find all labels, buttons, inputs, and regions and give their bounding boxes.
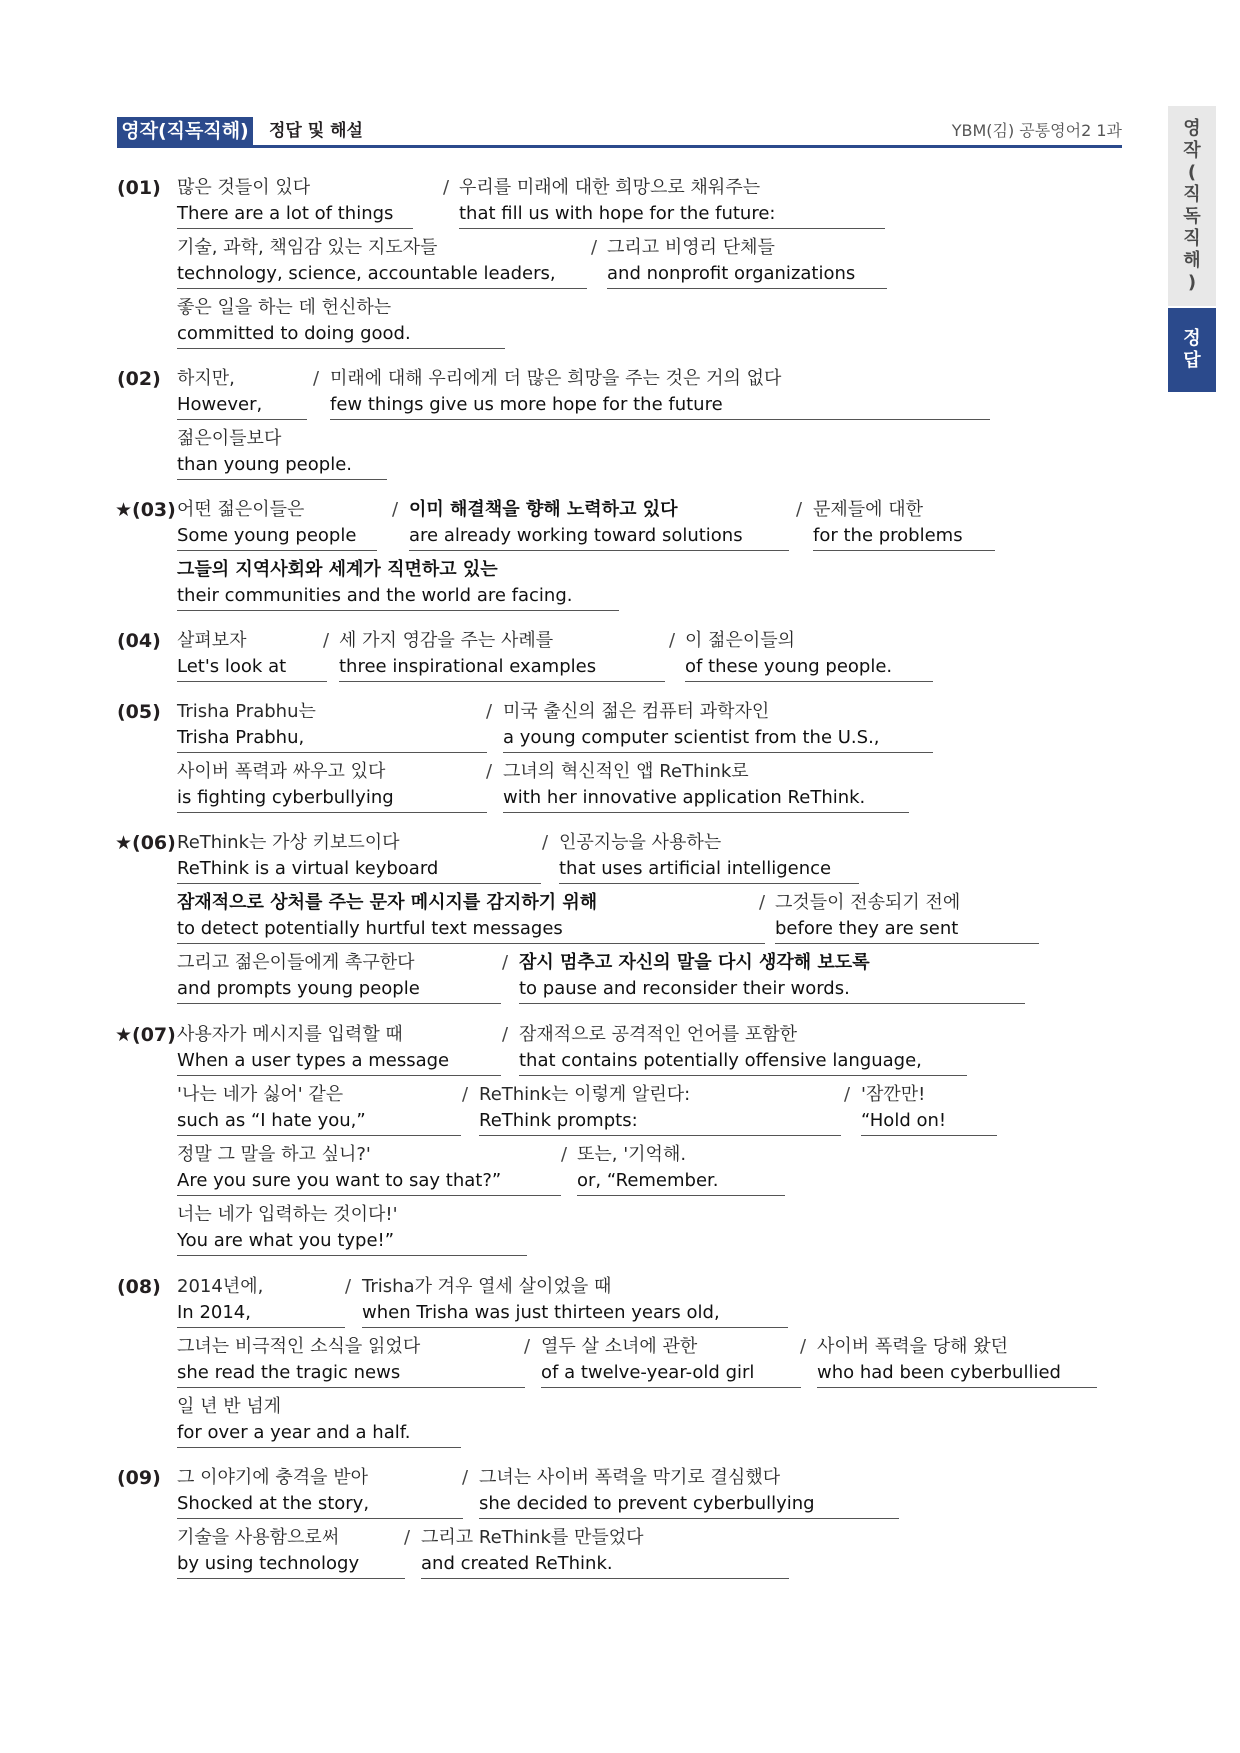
answer-underline: [177, 1518, 463, 1519]
chunk-separator: /: [462, 1467, 469, 1488]
tab-char: 영: [1183, 118, 1201, 139]
answer-underline: [177, 883, 541, 884]
tab-char: 독: [1183, 206, 1201, 227]
english-chunk: to detect potentially hurtful text messages: [177, 918, 563, 939]
english-chunk: However,: [177, 394, 263, 415]
english-chunk: are already working toward solutions: [409, 525, 743, 546]
tab-char: ): [1187, 272, 1197, 293]
answer-underline: [479, 1135, 841, 1136]
item-number: (05): [117, 701, 161, 723]
korean-chunk: 그리고 ReThink를 만들었다: [421, 1527, 644, 1548]
answer-underline: [607, 288, 887, 289]
answer-underline: [685, 681, 933, 682]
answer-underline: [479, 1518, 899, 1519]
english-chunk: that uses artificial intelligence: [559, 858, 832, 879]
chunk-separator: /: [486, 701, 493, 722]
english-chunk: who had been cyberbullied: [817, 1362, 1061, 1383]
korean-chunk: 사용자가 메시지를 입력할 때: [177, 1024, 403, 1045]
chunk-separator: /: [561, 1144, 568, 1165]
korean-chunk: 미국 출신의 젊은 컴퓨터 과학자인: [503, 701, 770, 722]
answer-underline: [177, 1578, 405, 1579]
korean-chunk: 젊은이들보다: [177, 428, 282, 449]
answer-underline: [577, 1195, 785, 1196]
korean-chunk: 2014년에,: [177, 1276, 264, 1297]
korean-chunk: 잠시 멈추고 자신의 말을 다시 생각해 보도록: [519, 952, 870, 973]
chunk-separator: /: [486, 761, 493, 782]
english-chunk: Shocked at the story,: [177, 1493, 370, 1514]
item-number: (02): [117, 368, 161, 390]
answer-underline: [177, 228, 413, 229]
korean-chunk: ReThink는 가상 키보드이다: [177, 832, 400, 853]
item-number: ★(07): [115, 1024, 176, 1046]
korean-chunk: 또는, '기억해.: [577, 1144, 687, 1165]
chunk-separator: /: [796, 499, 803, 520]
answer-underline: [177, 479, 387, 480]
answer-underline: [503, 752, 933, 753]
tab-char: 작: [1183, 140, 1201, 161]
english-chunk: of these young people.: [685, 656, 893, 677]
english-chunk: committed to doing good.: [177, 323, 411, 344]
korean-chunk: 그녀는 비극적인 소식을 읽었다: [177, 1336, 421, 1357]
korean-chunk: 그리고 비영리 단체들: [607, 237, 775, 258]
english-chunk: is fighting cyberbullying: [177, 787, 394, 808]
english-chunk: she read the tragic news: [177, 1362, 401, 1383]
korean-chunk: 이 젊은이들의: [685, 630, 796, 651]
chunk-separator: /: [669, 630, 676, 651]
book-title: YBM(김) 공통영어2 1과: [951, 121, 1122, 140]
answer-underline: [177, 1447, 461, 1448]
chunk-separator: /: [345, 1276, 352, 1297]
chunk-separator: /: [502, 1024, 509, 1045]
english-chunk: to pause and reconsider their words.: [519, 978, 850, 999]
english-chunk: that fill us with hope for the future:: [459, 203, 776, 224]
chunk-separator: /: [524, 1336, 531, 1357]
english-chunk: or, “Remember.: [577, 1170, 719, 1191]
answer-underline: [177, 752, 487, 753]
english-chunk: ReThink prompts:: [479, 1110, 638, 1131]
answer-underline: [177, 610, 619, 611]
tab-char: (: [1187, 162, 1197, 183]
answer-underline: [459, 228, 885, 229]
answer-underline: [519, 1003, 1025, 1004]
tab-char: 직: [1183, 228, 1201, 249]
korean-chunk: 우리를 미래에 대한 희망으로 채워주는: [459, 177, 761, 198]
item-number: ★(03): [115, 499, 176, 521]
english-chunk: a young computer scientist from the U.S.,: [503, 727, 880, 748]
korean-chunk: 살펴보자: [177, 630, 247, 651]
answer-underline: [817, 1387, 1097, 1388]
page-header: [117, 117, 1122, 145]
english-chunk: their communities and the world are facing.: [177, 585, 573, 606]
chunk-separator: /: [392, 499, 399, 520]
answer-underline: [177, 1327, 345, 1328]
english-chunk: three inspirational examples: [339, 656, 597, 677]
english-chunk: for the problems: [813, 525, 963, 546]
answer-underline: [330, 419, 990, 420]
answer-underline: [775, 943, 1039, 944]
korean-chunk: 많은 것들이 있다: [177, 177, 311, 198]
chunk-separator: /: [800, 1336, 807, 1357]
answer-underline: [813, 550, 995, 551]
tab-char: 직: [1183, 184, 1201, 205]
english-chunk: Are you sure you want to say that?”: [177, 1170, 502, 1191]
answer-underline: [519, 1075, 967, 1076]
answer-underline: [177, 1075, 501, 1076]
korean-chunk: 그 이야기에 충격을 받아: [177, 1467, 369, 1488]
answer-underline: [177, 1003, 501, 1004]
answer-underline: [362, 1327, 788, 1328]
english-chunk: before they are sent: [775, 918, 959, 939]
korean-chunk: 사이버 폭력을 당해 왔던: [817, 1336, 1009, 1357]
english-chunk: than young people.: [177, 454, 352, 475]
korean-chunk: 기술을 사용함으로써: [177, 1527, 340, 1548]
answer-underline: [177, 1387, 525, 1388]
korean-chunk: Trisha가 겨우 열세 살이었을 때: [362, 1276, 612, 1297]
tab-char: 해: [1183, 250, 1201, 271]
korean-chunk: 잠재적으로 공격적인 언어를 포함한: [519, 1024, 797, 1045]
korean-chunk: 어떤 젊은이들은: [177, 499, 305, 520]
english-chunk: when Trisha was just thirteen years old,: [362, 1302, 720, 1323]
korean-chunk: 기술, 과학, 책임감 있는 지도자들: [177, 237, 438, 258]
korean-chunk: 그녀의 혁신적인 앱 ReThink로: [503, 761, 749, 782]
answer-underline: [177, 1195, 561, 1196]
english-chunk: for over a year and a half.: [177, 1422, 411, 1443]
english-chunk: “Hold on!: [861, 1110, 947, 1131]
korean-chunk: 정말 그 말을 하고 싶니?': [177, 1144, 371, 1165]
english-chunk: and prompts young people: [177, 978, 420, 999]
korean-chunk: 문제들에 대한: [813, 499, 924, 520]
korean-chunk: ReThink는 이렇게 알린다:: [479, 1084, 691, 1105]
chunk-separator: /: [844, 1084, 851, 1105]
page-subtitle: 정답 및 해설: [269, 121, 363, 141]
korean-chunk: 잠재적으로 상처를 주는 문자 메시지를 감지하기 위해: [177, 892, 598, 913]
english-chunk: and nonprofit organizations: [607, 263, 856, 284]
english-chunk: Some young people: [177, 525, 357, 546]
english-chunk: In 2014,: [177, 1302, 251, 1323]
tab-char: 정: [1183, 328, 1201, 349]
english-chunk: When a user types a message: [177, 1050, 450, 1071]
header-divider: [117, 145, 1122, 148]
english-chunk: that contains potentially offensive language,: [519, 1050, 922, 1071]
answer-underline: [503, 812, 909, 813]
english-chunk: with her innovative application ReThink.: [503, 787, 866, 808]
answer-underline: [177, 1255, 527, 1256]
answer-underline: [861, 1135, 997, 1136]
korean-chunk: 그들의 지역사회와 세계가 직면하고 있는: [177, 559, 498, 580]
chunk-separator: /: [542, 832, 549, 853]
korean-chunk: '나는 네가 싫어' 같은: [177, 1084, 344, 1105]
english-chunk: technology, science, accountable leaders,: [177, 263, 556, 284]
answer-underline: [177, 550, 377, 551]
english-chunk: and created ReThink.: [421, 1553, 613, 1574]
tab-char: 답: [1183, 350, 1201, 371]
korean-chunk: 너는 네가 입력하는 것이다!': [177, 1204, 398, 1225]
korean-chunk: 사이버 폭력과 싸우고 있다: [177, 761, 386, 782]
answer-underline: [177, 681, 327, 682]
english-chunk: Trisha Prabhu,: [177, 727, 305, 748]
answer-underline: [177, 419, 307, 420]
answer-underline: [177, 943, 765, 944]
answer-underline: [177, 1135, 461, 1136]
side-tab-answers[interactable]: [1168, 308, 1216, 392]
korean-chunk: 좋은 일을 하는 데 헌신하는: [177, 297, 392, 318]
answer-underline: [559, 883, 859, 884]
korean-chunk: 미래에 대해 우리에게 더 많은 희망을 주는 것은 거의 없다: [330, 368, 782, 389]
korean-chunk: 하지만,: [177, 368, 235, 389]
side-tab-section[interactable]: [1168, 106, 1216, 306]
korean-chunk: 열두 살 소녀에 관한: [541, 1336, 698, 1357]
chunk-separator: /: [462, 1084, 469, 1105]
korean-chunk: Trisha Prabhu는: [177, 701, 316, 722]
english-chunk: of a twelve-year-old girl: [541, 1362, 755, 1383]
chunk-separator: /: [323, 630, 330, 651]
korean-chunk: 이미 해결책을 향해 노력하고 있다: [409, 499, 678, 520]
english-chunk: by using technology: [177, 1553, 360, 1574]
korean-chunk: 인공지능을 사용하는: [559, 832, 722, 853]
korean-chunk: 그녀는 사이버 폭력을 막기로 결심했다: [479, 1467, 781, 1488]
item-number: (04): [117, 630, 161, 652]
english-chunk: You are what you type!”: [177, 1230, 395, 1251]
english-chunk: such as “I hate you,”: [177, 1110, 366, 1131]
english-chunk: ReThink is a virtual keyboard: [177, 858, 439, 879]
answer-underline: [541, 1387, 801, 1388]
english-chunk: she decided to prevent cyberbullying: [479, 1493, 815, 1514]
english-chunk: Let's look at: [177, 656, 287, 677]
korean-chunk: 그것들이 전송되기 전에: [775, 892, 961, 913]
answer-underline: [177, 348, 505, 349]
chunk-separator: /: [759, 892, 766, 913]
korean-chunk: 그리고 젊은이들에게 촉구한다: [177, 952, 415, 973]
english-chunk: There are a lot of things: [177, 203, 394, 224]
korean-chunk: '잠깐만!: [861, 1084, 926, 1105]
section-badge: 영작(직독직해): [117, 117, 253, 145]
answer-underline: [177, 812, 487, 813]
item-number: ★(06): [115, 832, 176, 854]
korean-chunk: 일 년 반 넘게: [177, 1396, 282, 1417]
answer-underline: [421, 1578, 789, 1579]
chunk-separator: /: [443, 177, 450, 198]
item-number: (09): [117, 1467, 161, 1489]
answer-underline: [339, 681, 665, 682]
item-number: (08): [117, 1276, 161, 1298]
item-number: (01): [117, 177, 161, 199]
chunk-separator: /: [591, 237, 598, 258]
korean-chunk: 세 가지 영감을 주는 사례를: [339, 630, 554, 651]
chunk-separator: /: [404, 1527, 411, 1548]
chunk-separator: /: [502, 952, 509, 973]
chunk-separator: /: [313, 368, 320, 389]
english-chunk: few things give us more hope for the future: [330, 394, 723, 415]
answer-underline: [177, 288, 587, 289]
answer-underline: [409, 550, 789, 551]
